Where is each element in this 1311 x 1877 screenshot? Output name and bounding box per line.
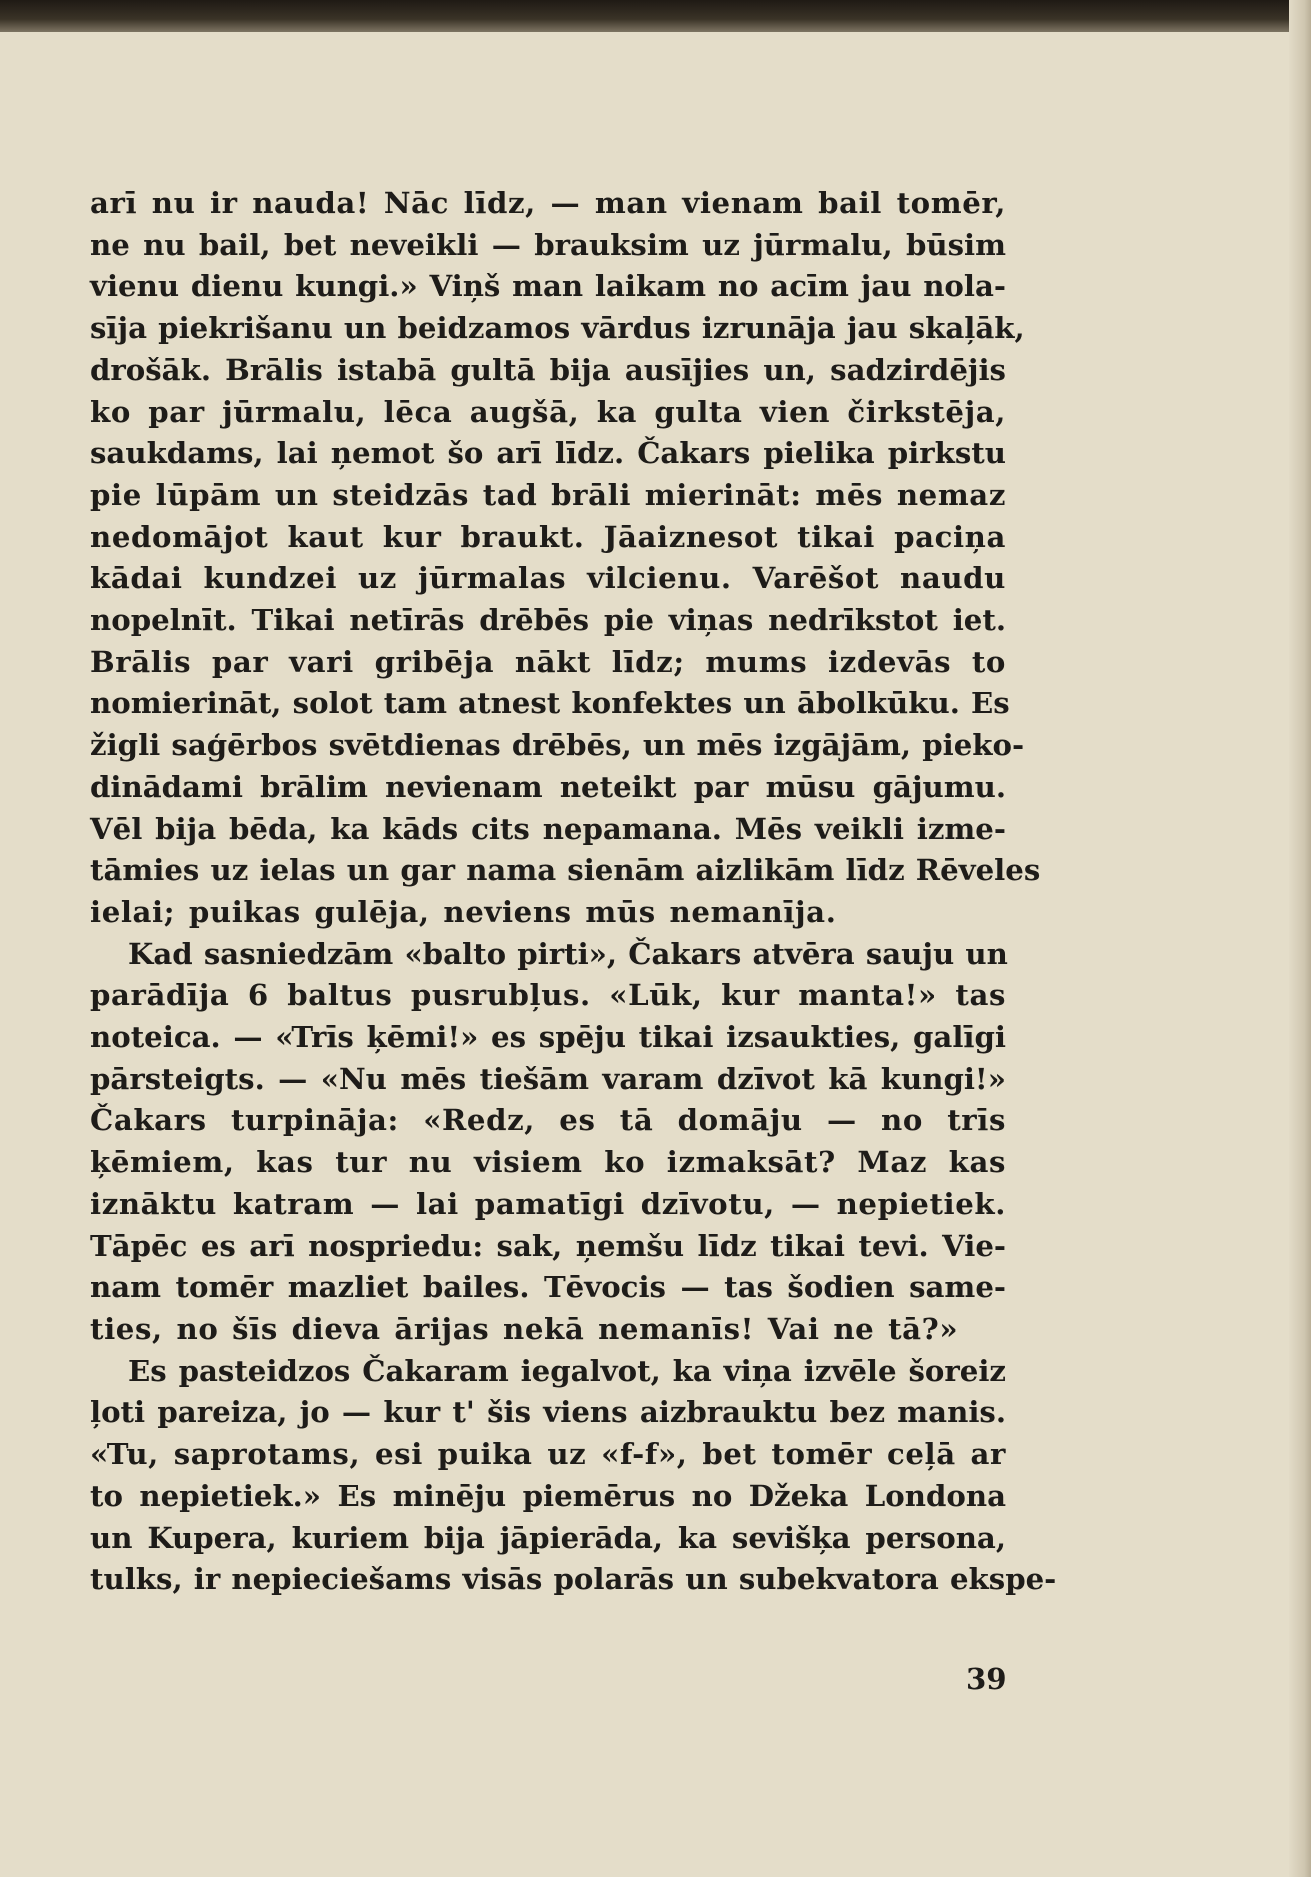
text-line: ne nu bail, bet neveikli — brauksim uz jūrmalu, būsim	[90, 227, 1006, 262]
text-line: noteica. — «Trīs ķēmi!» es spēju tikai izsaukties, galīgi	[90, 1020, 1006, 1055]
text-line: tulks, ir nepieciešams visās polarās un subekvatora ekspe-	[90, 1562, 1057, 1597]
page-body-text	[90, 183, 1057, 1601]
book-right-edge	[1289, 0, 1311, 1877]
text-line: nam tomēr mazliet bailes. Tēvocis — tas šodien same-	[90, 1270, 1006, 1305]
paragraph-3	[90, 1351, 1057, 1601]
text-line: dinādami brālim nevienam neteikt par mūsu gājumu.	[90, 769, 1006, 804]
book-top-edge	[0, 0, 1311, 32]
text-line: Es pasteidzos Čakaram iegalvot, ka viņa izvēle šoreiz	[128, 1353, 1006, 1388]
text-line: nedomājot kaut kur braukt. Jāaiznesot tikai paciņa	[90, 519, 1006, 554]
text-line: Tāpēc es arī nospriedu: sak, ņemšu līdz tikai tevi. Vie-	[90, 1228, 1006, 1263]
text-line: «Tu, saprotams, esi puika uz «f-f», bet tomēr ceļā ar	[90, 1437, 1006, 1472]
text-line: pie lūpām un steidzās tad brāli mierināt: mēs nemaz	[90, 477, 1006, 512]
text-line: kādai kundzei uz jūrmalas vilcienu. Varēšot naudu	[90, 561, 1006, 596]
text-line: Vēl bija bēda, ka kāds cits nepamana. Mēs veikli izme-	[90, 811, 1006, 846]
text-line: nomierināt, solot tam atnest konfektes un ābolkūku. Es	[90, 686, 1010, 721]
text-line: sīja piekrišanu un beidzamos vārdus izrunāja jau skaļāk,	[90, 311, 1025, 346]
paragraph-2	[90, 934, 1006, 1351]
text-line: parādīja 6 baltus pusrubļus. «Lūk, kur manta!» tas	[90, 978, 1006, 1013]
paragraph-1	[90, 183, 1041, 934]
text-line: ļoti pareiza, jo — kur t' šis viens aizbrauktu bez manis.	[90, 1395, 1006, 1430]
text-line: ielai; puikas gulēja, neviens mūs nemanīja.	[90, 894, 837, 929]
text-line: Kad sasniedzām «balto pirti», Čakars atvēra sauju un	[128, 936, 1008, 971]
text-line: un Kupera, kuriem bija jāpierāda, ka sevišķa persona,	[90, 1520, 1006, 1555]
text-line: drošāk. Brālis istabā gultā bija ausījies un, sadzirdējis	[90, 352, 1006, 387]
text-line: iznāktu katram — lai pamatīgi dzīvotu, — nepietiek.	[90, 1186, 1006, 1221]
text-line: ko par jūrmalu, lēca augšā, ka gulta vien čirkstēja,	[90, 394, 1006, 429]
text-line: Čakars turpināja: «Redz, es tā domāju — no trīs	[90, 1103, 1006, 1138]
text-line: ķēmiem, kas tur nu visiem ko izmaksāt? Maz kas	[90, 1145, 1006, 1180]
text-line: to nepietiek.» Es minēju piemērus no Džeka Londona	[90, 1478, 1006, 1513]
text-line: tāmies uz ielas un gar nama sienām aizlikām līdz Rēveles	[90, 853, 1041, 888]
text-line: saukdams, lai ņemot šo arī līdz. Čakars pielika pirkstu	[90, 436, 1006, 471]
text-line: žigli saģērbos svētdienas drēbēs, un mēs izgājām, pieko-	[90, 728, 1025, 763]
text-line: pārsteigts. — «Nu mēs tiešām varam dzīvot kā kungi!»	[90, 1061, 1006, 1096]
text-line: nopelnīt. Tikai netīrās drēbēs pie viņas nedrīkstot iet.	[90, 603, 1006, 638]
page-number: 39	[966, 1662, 1007, 1696]
text-line: Brālis par vari gribēja nākt līdz; mums izdevās to	[90, 644, 1006, 679]
text-line: vienu dienu kungi.» Viņš man laikam no acīm jau nola-	[90, 269, 1006, 304]
text-line: arī nu ir nauda! Nāc līdz, — man vienam bail tomēr,	[90, 186, 1006, 220]
text-line: ties, no šīs dieva ārijas nekā nemanīs! Vai ne tā?»	[90, 1311, 959, 1346]
